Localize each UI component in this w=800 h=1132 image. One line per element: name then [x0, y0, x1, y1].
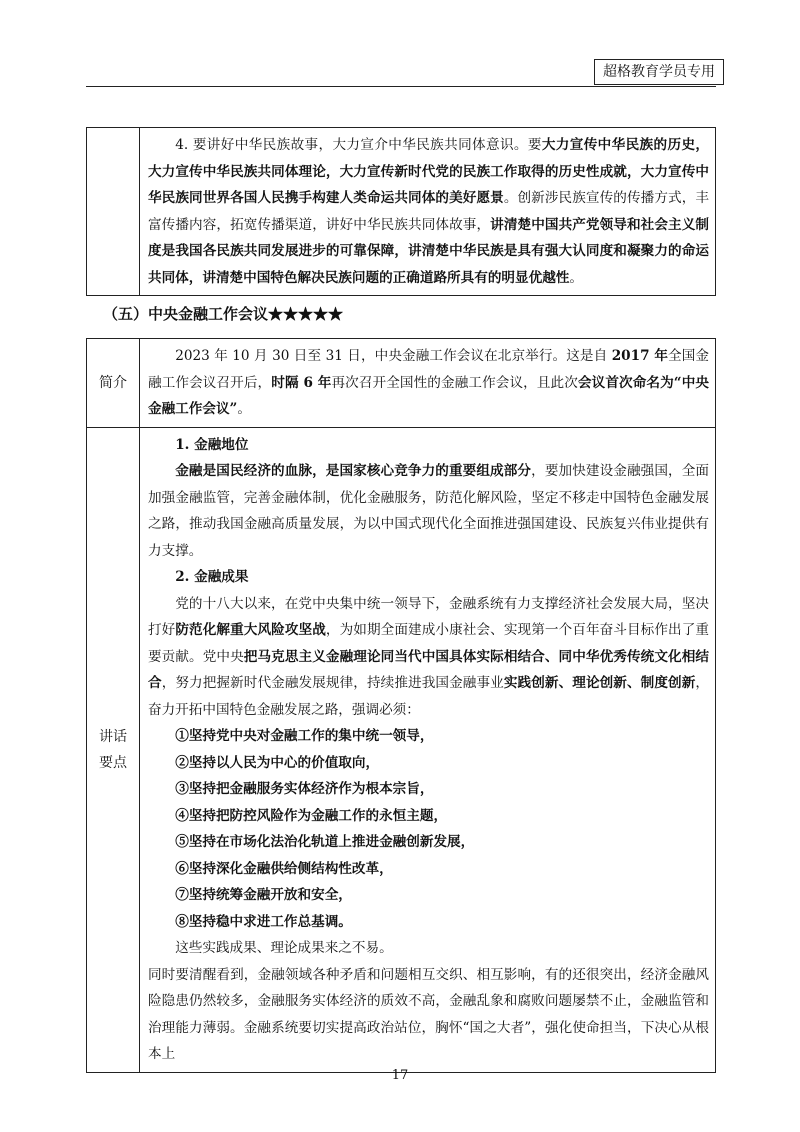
- continuation-label-cell: [87, 128, 140, 296]
- must-item: [148, 882, 709, 909]
- intro-run: 全国金融工作会议召开后，: [148, 348, 709, 391]
- intro-run: 2023 年 10 月 30 日至 31 日，中央金融工作会议在北京举行。这是自: [175, 348, 612, 364]
- intro-run: 时隔 6 年: [271, 374, 332, 391]
- finance-status-run: ，要加快建设金融强国，全面加强金融监管，完善金融体制，优化金融服务，防范化解风险，坚定不移走中国特色金融发展之路，推动我国金融高质量发展，为以中国式现代化全面推进强国建设、民族复兴伟业提供有力支撑。: [148, 463, 709, 559]
- speech-content: [140, 427, 716, 1072]
- finance-achievements-run: 防范化解重大风险攻坚战: [175, 622, 326, 638]
- finance-status-paragraph: [148, 458, 709, 564]
- finance-status-run: 金融是国民经济的血脉，是国家核心竞争力的重要组成部分: [175, 463, 532, 479]
- ethnic-story-run: 大力宣传中华民族的历史，大力宣传中华民族共同体理论，大力宣传新时代党的民族工作取得的历史性成就，大力宣传中华民族同世界各国人民携手构建人类命运共同体的美好愿景: [148, 137, 709, 206]
- intro-run: 再次召开全国性的金融工作会议，且此次: [331, 374, 578, 391]
- ethnic-story-paragraph: [148, 132, 709, 291]
- intro-run: 。: [237, 401, 251, 417]
- must-item-text: ①坚持党中央对金融工作的集中统一领导，: [175, 728, 434, 744]
- continuation-table: [86, 127, 716, 296]
- ethnic-story-run: 。创新涉民族宣传的传播方式，丰富传播内容，拓宽传播渠道，讲好中华民族共同体故事，: [148, 190, 709, 233]
- exclusive-tag: 超格教育学员专用: [594, 59, 724, 85]
- must-item-text: ⑤坚持在市场化法治化轨道上推进金融创新发展，: [175, 834, 475, 850]
- finance-achievements-run: ，努力把握新时代金融发展规律，持续推进我国金融事业: [161, 675, 504, 691]
- intro-paragraph: [148, 343, 709, 423]
- must-item: [148, 829, 709, 856]
- must-item-text: ③坚持把金融服务实体经济作为根本宗旨，: [175, 781, 434, 797]
- must-item-text: ⑧坚持稳中求进工作总基调。: [175, 913, 352, 930]
- intro-content: [140, 339, 716, 428]
- closing-sentence: 这些实践成果、理论成果来之不易。: [175, 940, 393, 956]
- header-rule: [86, 86, 716, 87]
- intro-run: 2017 年: [611, 348, 669, 364]
- page-number: 17: [391, 1068, 409, 1083]
- must-item: [148, 776, 709, 803]
- finance-achievements-paragraph: [148, 591, 709, 724]
- must-item-text: ②坚持以人民为中心的价值取向，: [175, 754, 380, 771]
- must-item: [148, 803, 709, 830]
- finance-achievements-run: 党的十八大以来，在党中央集中统一领导下，金融系统有力支撑经济社会发展大局，坚决打好: [148, 595, 709, 638]
- section-title: （五）中央金融工作会议★★★★★: [103, 305, 344, 323]
- must-item: [148, 723, 709, 750]
- musts-list: [148, 723, 709, 935]
- intro-run: 会议首次命名为“中央金融工作会议”: [148, 374, 709, 417]
- intro-label: 简介: [87, 339, 140, 428]
- finance-achievements-run: ，奋力开拓中国特色金融发展之路，强调必须：: [148, 675, 710, 718]
- must-item-text: ⑥坚持深化金融供给侧结构性改革，: [175, 860, 393, 877]
- continuation-content-cell: [140, 128, 716, 296]
- must-item: [148, 750, 709, 777]
- must-item: [148, 909, 709, 936]
- must-item-text: ④坚持把防控风险作为金融工作的永恒主题，: [175, 807, 448, 824]
- ethnic-story-run: 。: [569, 269, 583, 286]
- finance-achievements-heading: 2. 金融成果: [175, 569, 249, 585]
- finance-achievements-run: ，为如期全面建成小康社会、实现第一个百年奋斗目标作出了重要贡献。党中央: [148, 622, 710, 665]
- speech-label: [87, 427, 140, 1072]
- finance-status-heading: 1. 金融地位: [175, 436, 249, 453]
- ethnic-story-run: 讲清楚中国共产党领导和社会主义制度是我国各民族共同发展进步的可靠保障，讲清楚中华民族是具有强大认同度和凝聚力的命运共同体，讲清楚中国特色解决民族问题的正确道路所具有的明显优越性: [148, 216, 710, 286]
- speech-label-line2: 要点: [99, 754, 127, 771]
- finance-achievements-run: 实践创新、理论创新、制度创新: [503, 675, 696, 691]
- must-item: [148, 856, 709, 883]
- must-item-text: ⑦坚持统筹金融开放和安全，: [175, 887, 352, 903]
- finance-achievements-run: 把马克思主义金融理论同当代中国具体实际相结合、同中华优秀传统文化相结合: [148, 648, 709, 691]
- tail-paragraph: 同时要清醒看到，金融领域各种矛盾和问题相互交织、相互影响，有的还很突出，经济金融风险隐患仍然较多，金融服务实体经济的质效不高，金融乱象和腐败问题屡禁不止，金融监管和治理能力薄弱。金融系统要切实提高政治站位，胸怀“国之大者”，强化使命担当，下决心从根本上: [148, 966, 709, 1062]
- ethnic-story-run: 4. 要讲好中华民族故事，大力宣介中华民族共同体意识。要: [175, 137, 542, 153]
- conference-table: [86, 338, 716, 1073]
- speech-label-line1: 讲话: [99, 728, 127, 745]
